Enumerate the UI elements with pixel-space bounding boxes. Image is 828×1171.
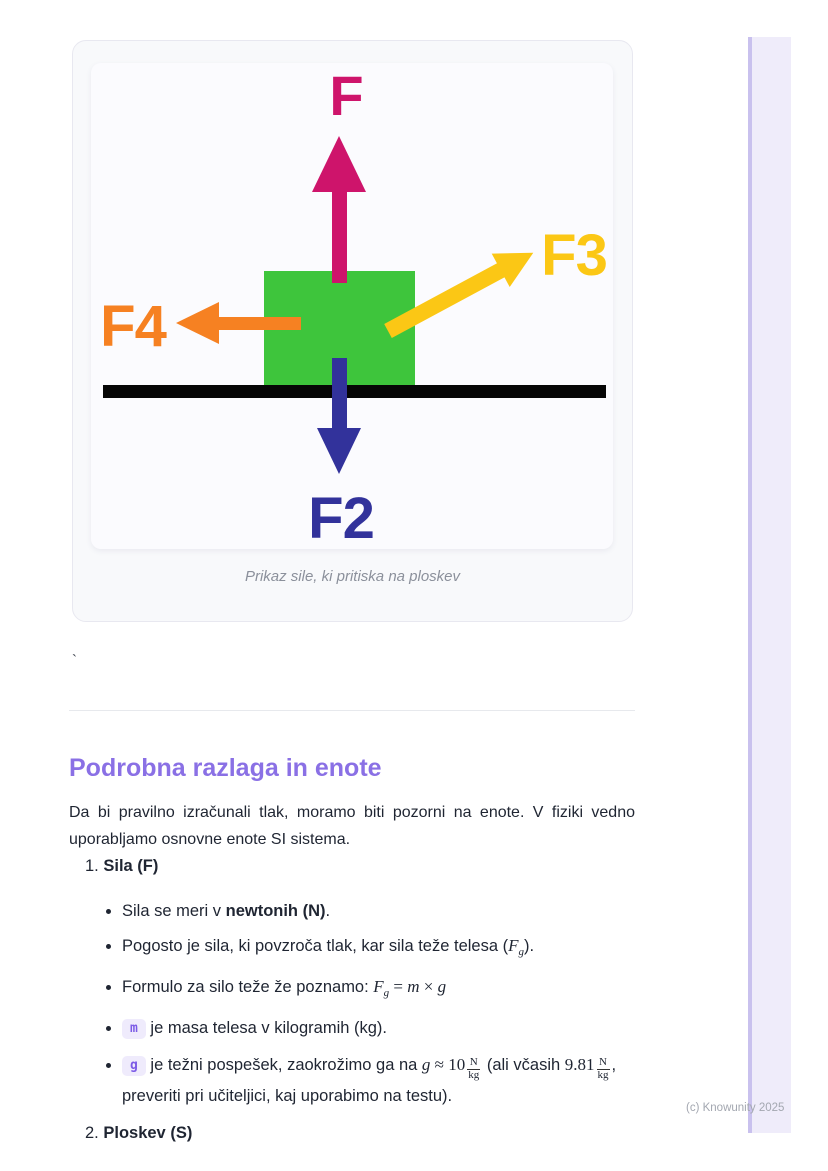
list-item-ploskev [69, 1120, 635, 1146]
bullet-text-line2: preveriti pri učiteljici, kaj uporabimo na testu). [122, 1086, 453, 1105]
force-f-arrow-shaft [332, 190, 347, 283]
math-var-F: F [508, 936, 519, 955]
list-item-title: Ploskev (S) [103, 1123, 193, 1142]
force-f-arrow-head [312, 136, 366, 192]
bullet-list [69, 898, 635, 1111]
math-var-F: F [373, 977, 384, 996]
fraction-denominator: kg [468, 1069, 480, 1081]
fraction-n-per-kg [467, 1057, 480, 1081]
math-var-g: g [437, 977, 447, 996]
code-badge-g: g [122, 1056, 146, 1076]
list-item-number: 1. [85, 857, 99, 875]
fraction-numerator: N [599, 1056, 607, 1069]
force-f3-label: F3 [541, 223, 607, 288]
bullet-text: , [611, 1056, 617, 1074]
bullet-text: (ali včasih [482, 1056, 565, 1074]
math-var-m: m [407, 977, 420, 996]
bullet-text: . [325, 902, 331, 920]
copyright-text: (c) Knowunity 2025 [686, 1102, 785, 1114]
bullet-text: ). [523, 937, 535, 955]
bullet-formula [122, 974, 635, 1006]
next-page-edge [748, 37, 791, 1133]
stray-backtick: ` [72, 652, 77, 669]
force-f4-label: F4 [100, 294, 166, 359]
force-f2-arrow-head [317, 428, 361, 474]
math-var-g: g [421, 1055, 431, 1074]
math-operator: = [389, 977, 408, 996]
math-value-9-81: 9.81 [564, 1055, 595, 1074]
bullet-text: je težni pospešek, zaokrožimo ga na [145, 1056, 422, 1074]
fraction-n-per-kg [597, 1057, 610, 1081]
bullet-text: je masa telesa v kilogramih (kg). [145, 1019, 387, 1037]
numbered-list [69, 853, 635, 1146]
bullet-mass [122, 1015, 635, 1041]
force-f4-arrow-shaft [219, 317, 301, 330]
force-f4-arrow-head [176, 302, 219, 344]
math-sub-g: g [518, 946, 524, 958]
surface-line [103, 385, 606, 398]
section-divider [69, 710, 635, 711]
list-item-title: Sila (F) [103, 857, 159, 875]
bullet-text: Pogosto je sila, ki povzroča tlak, kar sila teže telesa ( [122, 937, 509, 955]
figure-caption: Prikaz sile, ki pritiska na ploskev [244, 568, 461, 585]
forces-diagram [91, 63, 613, 549]
fraction-numerator: N [469, 1056, 478, 1069]
force-f2-label: F2 [308, 486, 374, 551]
figure-card [72, 40, 633, 622]
section-heading: Podrobna razlaga in enote [69, 753, 382, 782]
list-item-sila [69, 853, 635, 879]
bullet-text-bold: newtonih (N) [225, 902, 326, 920]
math-operator: × [419, 977, 438, 996]
bullet-text: Formulo za silo teže že poznamo: [122, 978, 374, 996]
bullet-newtons [122, 898, 635, 924]
list-item-number: 2. [85, 1123, 99, 1142]
intro-paragraph: Da bi pravilno izračunali tlak, moramo biti pozorni na enote. V fiziki vedno uporabljamo osnovne enote SI sistema. [69, 804, 635, 848]
math-sub-g: g [383, 987, 390, 999]
math-value-10: ≈ 10 [430, 1055, 466, 1074]
bullet-gravity [122, 1050, 635, 1111]
code-badge-m: m [122, 1019, 146, 1039]
bullet-text: Sila se meri v [122, 902, 226, 920]
force-f-label: F [329, 64, 363, 127]
fraction-denominator: kg [597, 1069, 609, 1081]
bullet-weight-force [122, 933, 635, 965]
force-f2-arrow-shaft [332, 358, 347, 429]
